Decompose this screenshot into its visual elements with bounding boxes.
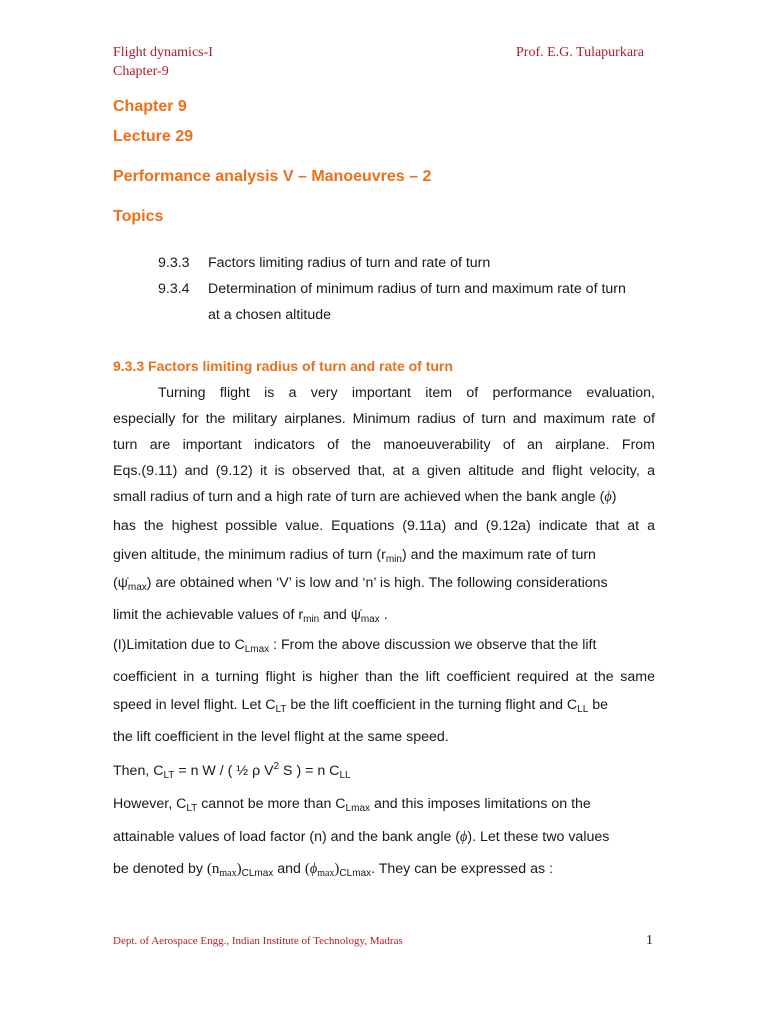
para1-line: turn are important indicators of the manoeuverability of an airplane. From bbox=[113, 437, 655, 453]
page-number: 1 bbox=[646, 933, 653, 948]
toc-item-1: Factors limiting radius of turn and rate of turn bbox=[208, 255, 491, 271]
toc-item-2-cont: at a chosen altitude bbox=[208, 307, 332, 323]
para1-line: small radius of turn and a high rate of turn are achieved when the bank angle (ϕ) bbox=[113, 489, 617, 505]
para1-line: given altitude, the minimum radius of turn $(r_{min})$ and the maximum rate of turn bbox=[113, 547, 596, 565]
header-author: Prof. E.G. Tulapurkara bbox=[516, 45, 644, 60]
para2-line: (I)Limitation due to $C_{Lmax}$ : From the above discussion we observe that the lift bbox=[113, 637, 597, 655]
para3-line: be denoted by $(n_{max})_{CLmax}$ and $(\phi_{max})_{CLmax}$. They can be expressed as : bbox=[113, 861, 554, 879]
para1-line: has the highest possible value. Equations (9.11a) and (9.12a) indicate that at a bbox=[113, 518, 655, 534]
para1-line: Turning flight is a very important item of performance evaluation, bbox=[158, 385, 655, 401]
topics-heading: Topics bbox=[113, 208, 164, 225]
topic-title: Performance analysis V – Manoeuvres – 2 bbox=[113, 168, 432, 185]
para1-line: especially for the military airplanes. Minimum radius of turn and maximum rate of bbox=[113, 411, 655, 427]
section-heading: 9.3.3 Factors limiting radius of turn and rate of turn bbox=[113, 358, 453, 374]
para1-line: $(\psi̇_{max})$ are obtained when ‘V’ is low and ‘n’ is high. The following considerations bbox=[113, 575, 608, 593]
para2-line: speed in level flight. Let $C_{LT}$ be the lift coefficient in the turning flight and $C_{LL}$ be bbox=[113, 697, 609, 715]
equation-clt: Then, $C_{LT} = n$ W / ( ½ ρ $V^2$ S ) = n $C_{LL}$ bbox=[113, 761, 351, 781]
para2-line: the lift coefficient in the level flight at the same speed. bbox=[113, 729, 449, 745]
para3-line: attainable values of load factor (n) and the bank angle (ϕ). Let these two values bbox=[113, 829, 610, 845]
phi-symbol: ϕ bbox=[604, 489, 612, 505]
footer-dept: Dept. of Aerospace Engg., Indian Institute of Technology, Madras bbox=[113, 935, 403, 947]
phi-symbol: ϕ bbox=[309, 861, 318, 877]
chapter-title: Chapter 9 bbox=[113, 98, 187, 115]
para3-line: However, $C_{LT}$ cannot be more than $C_{Lmax}$ and this imposes limitations on the bbox=[113, 796, 591, 814]
lecture-title: Lecture 29 bbox=[113, 128, 194, 145]
para1-line: limit the achievable values of $r_{min}$ and $\psi̇_{max}$ . bbox=[113, 607, 388, 625]
phi-symbol: ϕ bbox=[460, 829, 468, 845]
para2-line: coefficient in a turning flight is higher than the lift coefficient required at the same bbox=[113, 669, 655, 685]
para1-line: Eqs.(9.11) and (9.12) it is observed that, at a given altitude and flight velocity, a bbox=[113, 463, 655, 479]
toc-num-2: 9.3.4 bbox=[158, 281, 190, 297]
header-course: Flight dynamics-I bbox=[113, 45, 213, 60]
toc-item-2: Determination of minimum radius of turn and maximum rate of turn bbox=[208, 281, 626, 297]
header-chapter: Chapter-9 bbox=[113, 64, 169, 79]
toc-num-1: 9.3.3 bbox=[158, 255, 190, 271]
